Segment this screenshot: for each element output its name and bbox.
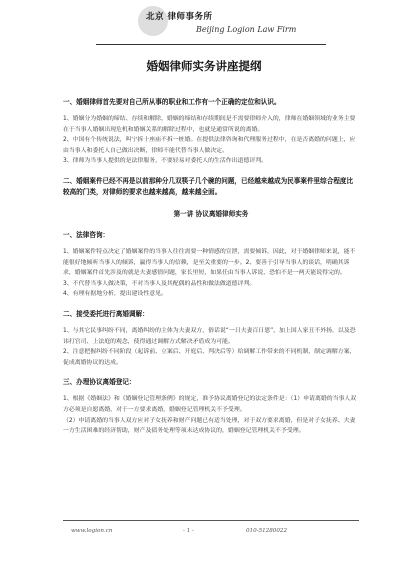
letterhead: [96, 4, 326, 45]
paragraph: 4、有理有据地分析，提出建设性意见。: [63, 291, 167, 298]
section-heading-mediation: 二、接受委托进行离婚调解：: [63, 309, 149, 318]
document-title: 婚姻律师实务讲座提纲: [146, 59, 262, 73]
page-number: - 1 -: [183, 528, 194, 534]
paragraph: （2）申请离婚的当事人双方应对子女抚养和财产问题已有适当处理，对于双方要求离婚，但是对子女抚养、夫妻一方生活困难的经济帮助，财产及债务处理等项未达成协议的，婚姻登记管理机关不予受理。: [63, 417, 356, 435]
section-heading-2: 二、婚姻案件已经不再是以前那种分几双筷子几个碗的问题，已经越来越成为民事案件里综合程度比较高的门类，对律师的要求也越来越高，越来越全面。: [63, 176, 354, 196]
firm-name-cn: 北京 律师事务所: [146, 12, 213, 22]
paragraph: 1、根据《婚姻法》和《婚姻登记管理条例》的规定，准予协议离婚登记的法定条件是：（1）申请离婚的当事人双方必须是自愿离婚，对于一方要求离婚，婚姻登记管理机关不予受理。: [63, 396, 357, 413]
footer-website: www.logion.cn: [71, 528, 113, 534]
paragraph: 1、与其它民事纠纷不同，离婚纠纷的主体为夫妻双方，俗话说“一日夫妻百日恩”，加上国人家丑不外扬，以及恐讳打官司、上法庭的观念，使得通过调解方式解决矛盾成为可能。: [63, 327, 356, 345]
section-heading-1: 一、婚姻律师首先要对自己所从事的职业和工作有一个正确的定位和认识。: [63, 98, 281, 106]
section-heading-registration: 三、办理协议离婚登记：: [63, 378, 136, 387]
section-heading-legal-consult: 一、法律咨询：: [63, 230, 110, 239]
lecture-title: 第一讲 协议离婚律师实务: [173, 209, 249, 218]
paragraph: 1、婚姻分为婚姻的缔结、存续和解除，婚姻的缔结和存续期间是不需要律师介入的，律师在婚姻领域的业务主要在于当事人婚姻出现危机和婚姻关系的解除过程中，也就是通常所说的离婚。: [63, 116, 356, 133]
paragraph: 2、中国有个传统说法，叫宁拆十座庙不拆一桩婚。在提供法律咨询和代理服务过程中，在是否离婚的问题上，应由当事人和委托人自己做出决断，律师不能代替当事人做决定。: [63, 137, 356, 154]
document-body: [63, 97, 359, 437]
page-footer: [63, 520, 359, 541]
paragraph: 3、不代替当事人做决策，不对当事人及其配偶的品性和做法做道德评判。: [63, 280, 256, 287]
paragraph: 2、注意把握纠纷不同阶段（起诉前、立案后、开庭后、判决后等）给调解工作带来的不同机制，制定调解方案，促成离婚协议的达成。: [63, 349, 356, 366]
firm-name-en: Beijing Logion Law Firm: [196, 25, 297, 34]
footer-phone: 010-51280022: [246, 528, 288, 534]
paragraph: 1、婚姻案件特点决定了婚姻案件的当事人往往需要一种情感的宣泄，需要倾诉，因此，对于婚姻律师来说，能不能很好地倾听当事人的倾诉，赢得当事人的信赖，是至关重要的一步。2、要善于引导当事人的谈话，明确其诉求，婚姻案件首先涉及的就是夫妻感情问题，家长里短，如果任由当事人诉说，恐怕不是一两天能说得完的。: [63, 248, 356, 277]
paragraph: 3、律师为当事人提供的是法律服务，不要轻易对委托人的生活作出道德评判。: [63, 158, 268, 165]
